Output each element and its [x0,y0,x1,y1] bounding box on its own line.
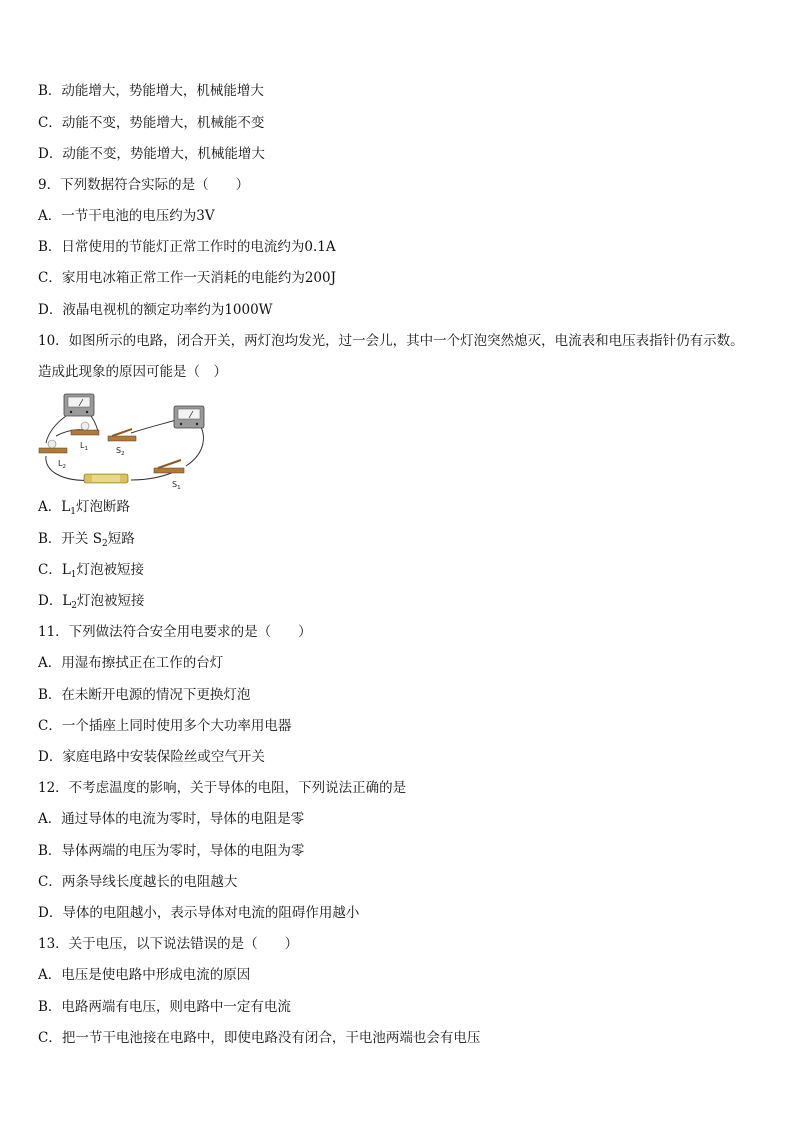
q10-option-b: B．开关 $S_2$短路 [38,531,135,549]
q10-stem-cont: 造成此现象的原因可能是（ ） [38,364,227,380]
label-s2: $S_2$ [116,446,125,457]
q13-option-c: C．把一节干电池接在电路中，即使电路没有闭合，干电池两端也会有电压 [38,1030,481,1046]
q10-option-c: C．$L_1$灯泡被短接 [38,562,145,580]
label-s1: $S_1$ [172,480,181,491]
q13-stem: 13．关于电压，以下说法错误的是（ ） [38,936,299,952]
q12-option-c: C．两条导线长度越长的电阻越大 [38,874,238,890]
voltmeter-icon [64,394,94,416]
label-l1: $L_1$ [80,441,88,452]
circuit-figure [36,388,216,493]
switch-s2-icon [108,429,136,441]
q10-stem: 10．如图所示的电路，闭合开关，两灯泡均发光，过一会儿，其中一个灯泡突然熄灭，电流表和电压表指针仍有示数。 [38,333,744,349]
q9-stem: 9．下列数据符合实际的是（ ） [38,177,250,193]
lamp-l1-icon [71,422,99,435]
q12-option-a: A．通过导体的电流为零时，导体的电阻是零 [38,811,305,827]
lamp-l2-icon [39,440,67,453]
q11-option-c: C．一个插座上同时使用多个大功率用电器 [38,718,292,734]
q9-option-d: D．液晶电视机的额定功率约为1000W [38,302,273,318]
label-l2: $L_2$ [58,459,66,470]
q10-option-d: D．$L_2$灯泡被短接 [38,593,145,611]
q11-option-a: A．用湿布擦拭正在工作的台灯 [38,655,224,671]
q8-option-d: D．动能不变，势能增大，机械能增大 [38,146,265,162]
q11-stem: 11．下列做法符合安全用电要求的是（ ） [38,624,312,640]
q10-option-a: A．$L_1$灯泡断路 [38,499,130,517]
ammeter-icon [174,406,204,428]
q12-stem: 12．不考虑温度的影响，关于导体的电阻，下列说法正确的是 [38,780,407,796]
q11-option-b: B．在未断开电源的情况下更换灯泡 [38,687,251,703]
q9-option-c: C．家用电冰箱正常工作一天消耗的电能约为200J [38,270,337,286]
q13-option-a: A．电压是使电路中形成电流的原因 [38,967,251,983]
switch-s1-icon [154,460,184,473]
q8-option-b: B．动能增大，势能增大，机械能增大 [38,83,264,99]
q13-option-b: B．电路两端有电压，则电路中一定有电流 [38,999,291,1015]
q9-option-a: A．一节干电池的电压约为3V [38,208,215,224]
q9-option-b: B．日常使用的节能灯正常工作时的电流约为0.1A [38,239,336,255]
q12-option-d: D．导体的电阻越小，表示导体对电流的阻碍作用越小 [38,905,360,921]
q12-option-b: B．导体两端的电压为零时，导体的电阻为零 [38,843,305,859]
battery-icon [84,474,128,483]
q11-option-d: D．家庭电路中安装保险丝或空气开关 [38,749,265,765]
q8-option-c: C．动能不变，势能增大，机械能不变 [38,115,265,131]
